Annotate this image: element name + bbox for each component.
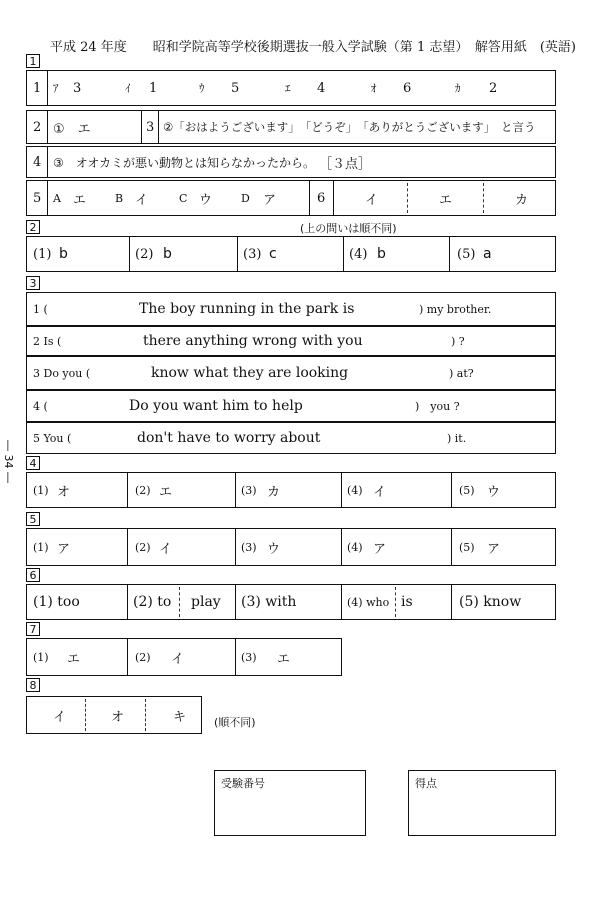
s6-row: [26, 584, 556, 620]
answer: ア: [263, 192, 277, 208]
answer: ウ: [267, 541, 281, 557]
answer: イ: [171, 651, 185, 667]
score-box[interactable]: [408, 770, 556, 836]
answer: (5) know: [459, 594, 522, 610]
answer: c: [269, 246, 277, 262]
answer: ウ: [487, 484, 501, 500]
s1-row1: [26, 70, 556, 106]
item-number: (4): [347, 540, 363, 554]
answer: エ: [159, 484, 173, 500]
label: B: [115, 191, 124, 205]
answer: there anything wrong with you: [143, 333, 363, 349]
label: ｵ: [371, 82, 377, 95]
answer: don't have to worry about: [137, 430, 321, 446]
answer: イ: [365, 192, 379, 208]
answer: (3) with: [241, 594, 297, 610]
answer: エ: [277, 651, 291, 667]
answer: イ: [135, 192, 149, 208]
answer: カ: [515, 192, 529, 208]
sentence-prefix: 1 (: [33, 302, 48, 316]
answer: (1) too: [33, 594, 80, 610]
row-number: 2: [33, 119, 42, 135]
s3-row: [26, 326, 556, 356]
s1-row2: [26, 110, 556, 144]
answer: play: [191, 594, 221, 610]
answer: イ: [159, 541, 173, 557]
row-number: 5: [33, 190, 42, 206]
row-number: 1: [33, 80, 42, 96]
row-number: 6: [317, 190, 326, 206]
item-number: (1): [33, 650, 49, 664]
s3-row: [26, 390, 556, 422]
order-note: (上の問いは順不同): [300, 222, 397, 235]
item-number: (4): [349, 246, 368, 262]
s3-row: [26, 422, 556, 454]
answer: (2) to: [133, 594, 172, 610]
answer: 6: [403, 80, 412, 96]
page-number: ― 34 ―: [2, 440, 15, 483]
sentence-suffix: ) my brother.: [419, 302, 492, 316]
section-5-label: 5: [26, 512, 40, 526]
section-2-label: 2: [26, 220, 40, 234]
sentence-prefix: 3 Do you (: [33, 366, 91, 380]
answer: エ: [73, 192, 87, 208]
answer: b: [377, 246, 386, 262]
answer: 3: [73, 80, 82, 96]
item-number: (1): [33, 483, 49, 497]
label: D: [241, 191, 250, 205]
answer: ア: [373, 541, 387, 557]
points-note: ［３点］: [319, 156, 372, 172]
item-number: (3): [243, 246, 262, 262]
answer: ③ オオカミが悪い動物とは知らなかったから。: [53, 155, 316, 170]
label: ｳ: [199, 82, 205, 95]
sentence-prefix: 5 You (: [33, 431, 72, 445]
answer: 1: [149, 80, 158, 96]
answer: (4) who: [347, 595, 390, 609]
answer: The boy running in the park is: [139, 301, 355, 317]
answer: カ: [267, 484, 281, 500]
s1-row5: [26, 180, 556, 216]
answer: ① エ: [53, 121, 91, 137]
s3-row: [26, 292, 556, 326]
label: ｲ: [125, 82, 131, 95]
answer: b: [163, 246, 172, 262]
item-number: (5): [459, 483, 475, 497]
section-7-label: 7: [26, 622, 40, 636]
sentence-suffix: ) it.: [447, 431, 467, 445]
answer: 4: [317, 80, 326, 96]
exam-number-box[interactable]: [214, 770, 366, 836]
order-note: (順不同): [214, 716, 256, 729]
item-number: (5): [459, 540, 475, 554]
exam-number-label: 受験番号: [221, 777, 265, 790]
page-title: 平成 24 年度 昭和学院高等学校後期選抜一般入学試験（第 1 志望） 解答用紙 (英語): [50, 40, 576, 55]
answer: ②「おはようございます」 「どうぞ」 「ありがとうございます」 と言う: [163, 120, 536, 134]
label: ｴ: [285, 82, 291, 95]
answer: is: [401, 594, 413, 610]
label: ｱ: [53, 82, 59, 95]
section-1-label: 1: [26, 54, 40, 68]
answer: b: [59, 246, 68, 262]
sentence-suffix: ) you ?: [415, 400, 460, 413]
item-number: (4): [347, 483, 363, 497]
s1-row4: [26, 146, 556, 178]
answer: know what they are looking: [151, 365, 349, 381]
label: A: [53, 191, 61, 205]
label: ｶ: [455, 82, 461, 95]
sentence-prefix: 2 Is (: [33, 334, 62, 348]
sentence-suffix: ) at?: [449, 366, 474, 380]
answer: ウ: [199, 192, 213, 208]
answer: オ: [57, 484, 71, 500]
answer: ア: [487, 541, 501, 557]
item-number: (2): [135, 650, 151, 664]
row-number: 4: [33, 154, 42, 170]
sentence-prefix: 4 (: [33, 399, 48, 413]
section-4-label: 4: [26, 456, 40, 470]
item-number: (5): [457, 246, 476, 262]
answer: ア: [57, 541, 71, 557]
answer: エ: [439, 192, 453, 208]
s7-row: [26, 638, 342, 676]
s4-row: [26, 472, 556, 508]
answer: エ: [67, 651, 81, 667]
item-number: (2): [135, 483, 151, 497]
answer: a: [483, 246, 492, 262]
answer: キ: [173, 709, 187, 725]
s3-row: [26, 356, 556, 390]
item-number: (3): [241, 483, 257, 497]
score-label: 得点: [415, 777, 437, 790]
answer: オ: [111, 709, 125, 725]
section-3-label: 3: [26, 276, 40, 290]
item-number: (1): [33, 540, 49, 554]
s8-row: [26, 696, 202, 734]
answer: Do you want him to help: [129, 398, 303, 414]
item-number: (2): [135, 540, 151, 554]
s5-row: [26, 528, 556, 566]
item-number: (1): [33, 246, 52, 262]
item-number: (3): [241, 540, 257, 554]
sentence-suffix: ) ?: [451, 334, 465, 348]
item-number: (3): [241, 650, 257, 664]
section-8-label: 8: [26, 678, 40, 692]
answer: イ: [373, 484, 387, 500]
answer: イ: [53, 709, 67, 725]
answer: 2: [489, 80, 498, 96]
label: C: [179, 191, 188, 205]
s2-row: [26, 236, 556, 272]
answer: 5: [231, 80, 240, 96]
section-6-label: 6: [26, 568, 40, 582]
row-number: 3: [146, 119, 155, 135]
item-number: (2): [135, 246, 154, 262]
